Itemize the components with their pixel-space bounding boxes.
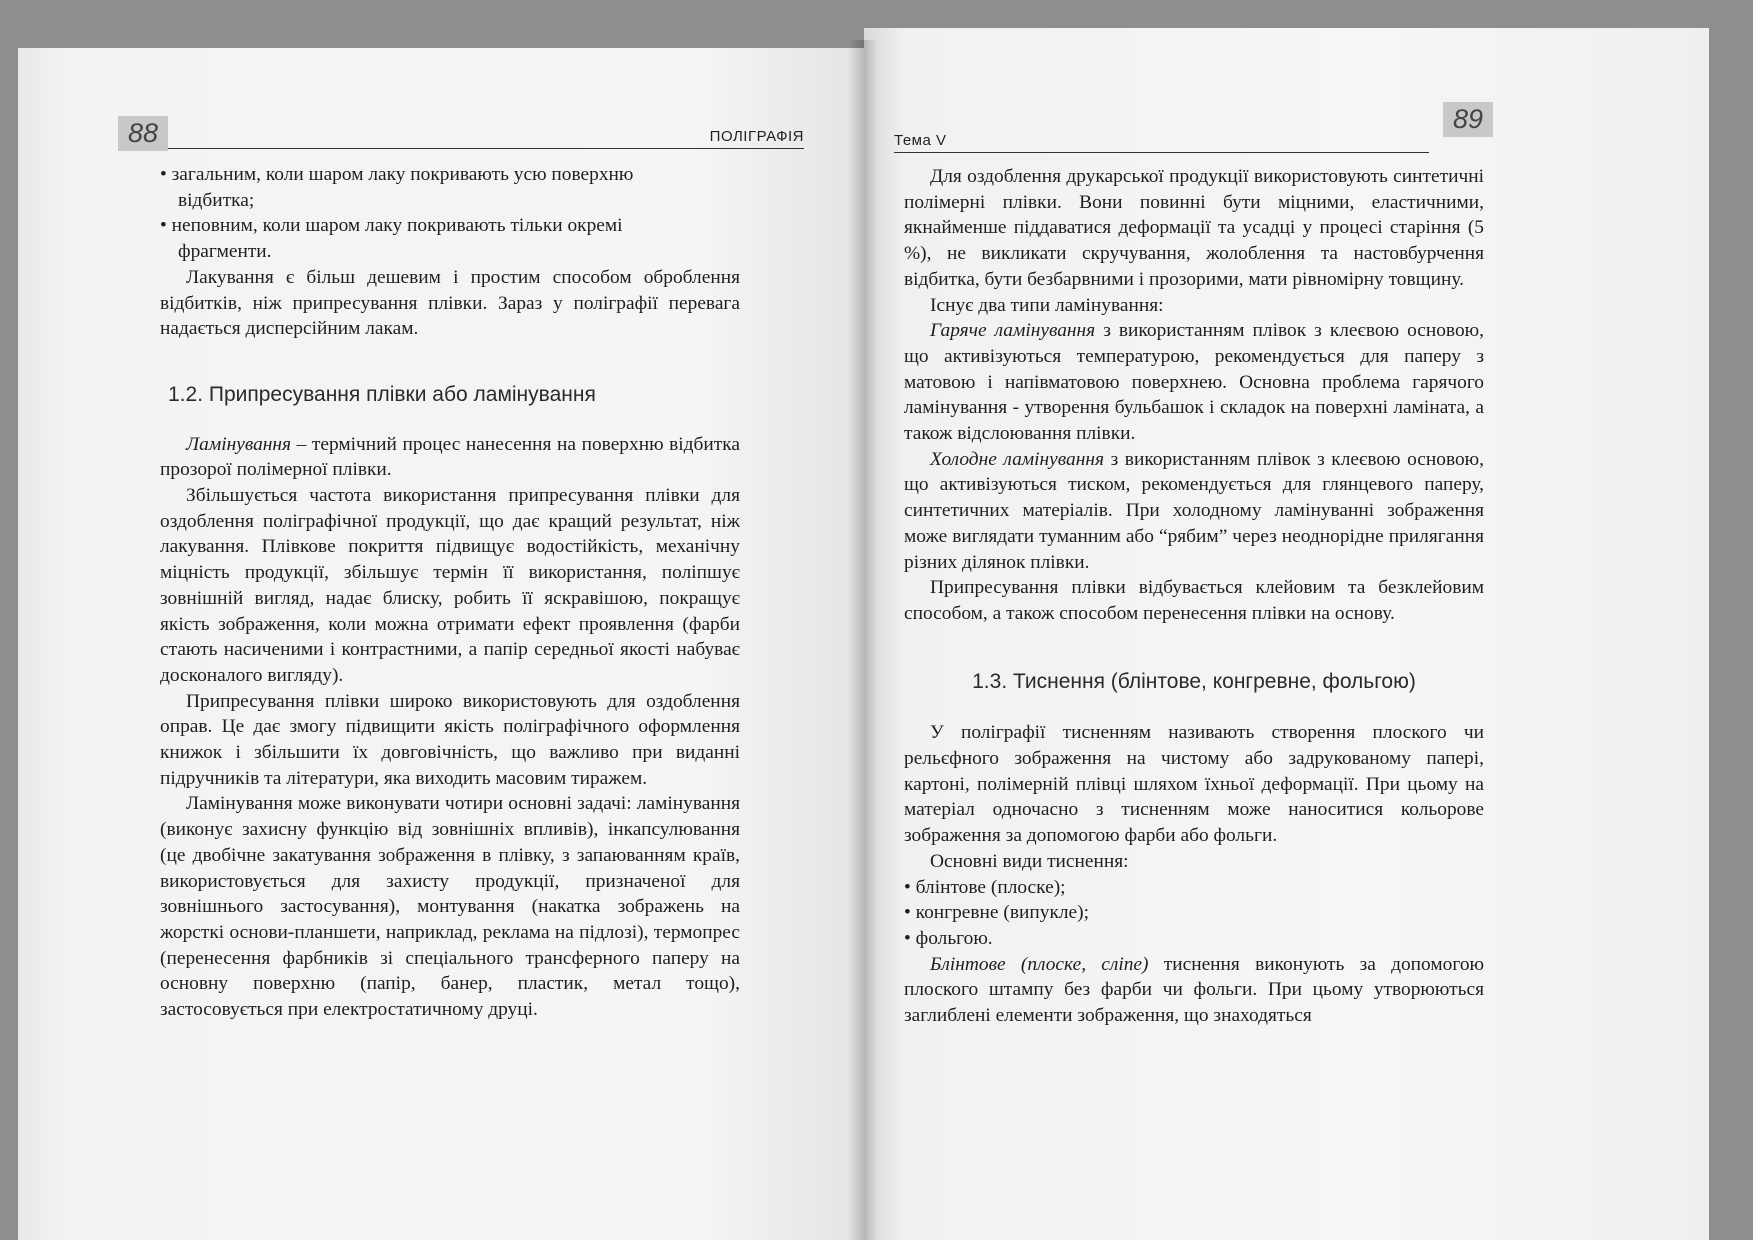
paragraph-hot-lamination: Гаряче ламінування з використанням плівок з клеєвою основою, що активізуються температурою, рекомендується для паперу з матовою і напівматовою поверхнею. Основна проблема гарячого ламінування - утворення бульбашок і складок на поверхні ламіната, а також відслоювання плівки. [904,320,1484,445]
paragraph-cold-lamination: Холодне ламінування з використанням плівок з клеєвою основою, що активізуються тиском, рекомендується для глянцевого паперу, синтетичних матеріалів. При холодному ламінуванні зображення може виглядати туманним або “рябим” через неоднорідне прилягання різних ділянок плівки. [904,448,1485,573]
paragraph-two-types: Існує два типи ламінування: [930,294,1164,316]
left-page [18,48,864,1240]
paragraph-usage-increase: Збільшується частота використання припресування плівки для оздоблення поліграфічної продукції, що дає кращий результат, ніж лакування. Плівкове покриття підвищує водостійкість, механічну міцність продукції, збільшує термін її використання, поліпшує зовнішній вигляд, надає блиску, робить її яскравішою, покращує якість зображення, коли можна отримати ефект проявлення (фарби стають насиченими і контрастними, а папір середньої якості набуває досконалого вигляду). [160,485,740,686]
left-page-header [126,118,804,149]
paragraph-types-intro: Основні види тиснення: [930,850,1129,872]
right-header-title: Тема V [894,132,947,149]
paragraph-blind-embossing: Блінтове (плоске, сліпе) тиснення виконують за допомогою плоского штампу без фарби чи фольги. При цьому утворюються заглиблені елементи зображення, що знаходяться [904,953,1484,1027]
left-page-number: 88 [118,116,168,151]
term-hot-lamination: Гаряче ламінування [930,320,1096,342]
bullet-general-cont: відбитка; [178,189,255,211]
right-body [904,164,1484,1029]
term-cold-lamination: Холодне ламінування [930,448,1105,470]
paragraph-bindings: Припресування плівки широко використовують для оздоблення оправ. Це дає змогу підвищити якість поліграфічного оформлення книжок і збільшити їх довговічність, що важливо при виданні підручників та літератури, яка виходить масовим тиражем. [160,690,740,789]
paragraph-lamination-definition: Ламінування – термічний процес нанесення на поверхню відбитка прозорої полімерної плівки. [160,433,740,481]
list-item-congreve: • конгревне (випукле); [904,902,1089,924]
left-header-title: ПОЛІГРАФІЯ [709,128,804,145]
paragraph-four-tasks: Ламінування може виконувати чотири основні задачі: ламінування (виконує захисну функцію від зовнішніх впливів), інкапсулювання (це двобічне закатування зображення в плівку, з запаюванням країв, використовується для захисту продукції, призначеної для зовнішнього застосування), монтування (накатка зображень на жорсткі основи-планшети, наприклад, реклама на підлозі), термопрес (перенесення фарбників зі спеціального трансферного паперу на основну поверхню (папір, банер, пластик, метал тощо), застосовується при електростатичному друці. [160,793,740,1021]
term-lamination: Ламінування [186,433,292,455]
paragraph-films: Для оздоблення друкарської продукції використовують синтетичні полімерні плівки. Вони повинні бути міцними, еластичними, якнайменше піддаватися деформації та усадці у процесі старіння (5 %), не викликати скручування, жолоблення та настовбурчення відбитка, бути безбарвними і прозорими, мати рівномірну товщину. [904,166,1484,290]
left-body [160,162,740,1023]
paragraph-embossing: У поліграфії тисненням називають створення плоского чи рельєфного зображення на чистому або задрукованому папері, картоні, полімерній плівці шляхом їхньої деформації. При цьому на матеріал одночасно з тисненням може наноситися кольорове зображення за допомогою фарби або фольги. [904,722,1484,847]
list-item-blind: • блінтове (плоске); [904,876,1066,898]
section-heading-1-3: 1.3. Тиснення (блінтове, конгревне, фольгою) [972,669,1416,693]
term-blind-embossing: Блінтове (плоске, сліпе) [930,953,1149,975]
section-heading-1-2: 1.2. Припресування плівки або ламінування [168,382,596,406]
bullet-partial: • неповним, коли шаром лаку покривають тільки окремі [160,215,623,237]
bullet-partial-cont: фрагменти. [178,241,272,263]
right-page [864,28,1709,1240]
right-page-header [894,104,1483,153]
paragraph-lacquer: Лакування є більш дешевим і простим способом оброблення відбитків, ніж припресування плівки. Зараз у поліграфії перевага надається дисперсійним лакам. [160,266,740,340]
list-item-foil: • фольгою. [904,927,993,949]
bullet-general: • загальним, коли шаром лаку покривають усю поверхню [160,164,634,185]
right-page-number: 89 [1443,102,1493,137]
paragraph-methods: Припресування плівки відбувається клейовим та безклейовим способом, а також способом перенесення плівки на основу. [904,577,1484,624]
